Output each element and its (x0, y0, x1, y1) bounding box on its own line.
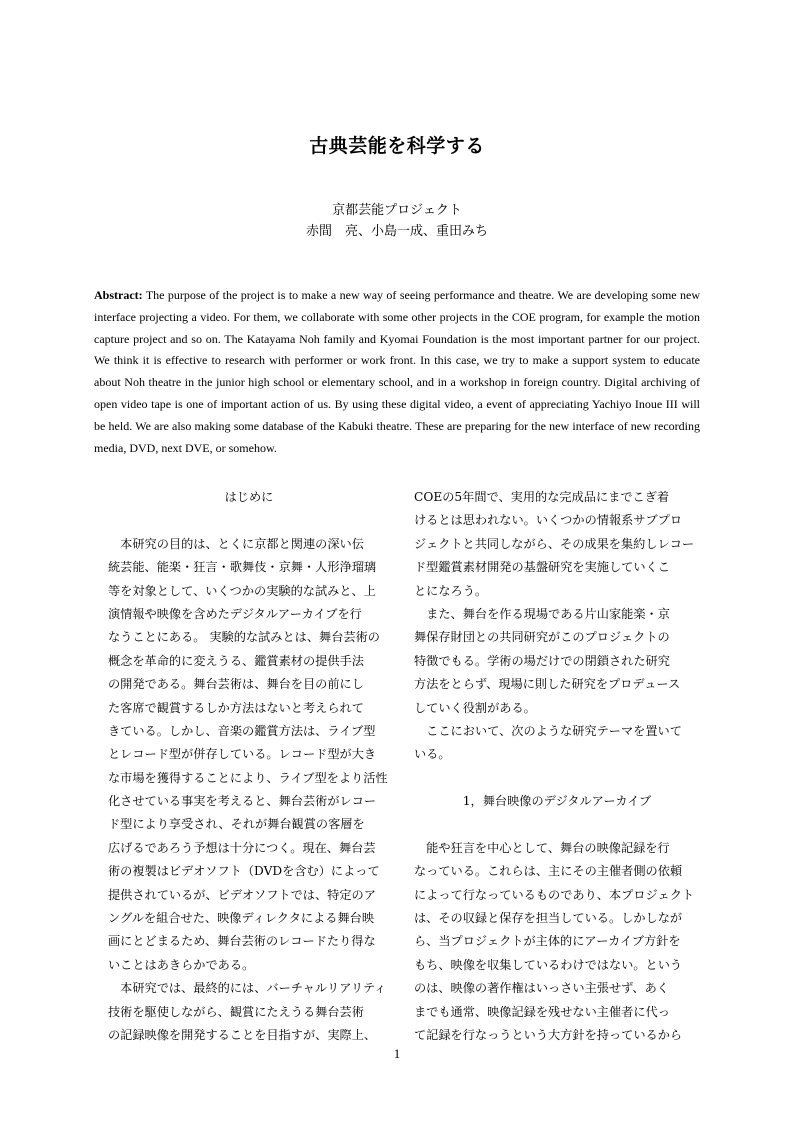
text-line: 広げるであろう予想は十分につく。現在、舞台芸 (108, 840, 376, 855)
text-line: 画にとどまるため、舞台芸術のレコードたり得な (108, 934, 376, 949)
text-line: 概念を革命的に変えうる、鑑賞素材の提供手法 (108, 653, 364, 668)
text-line: 特徴でもる。学術の場だけでの閉鎖された研究 (414, 653, 670, 668)
text-line: COEの5年間で、実用的な完成品にまでこぎ着 (414, 490, 670, 504)
text-line: ここにおいて、次のような研究テーマを置いて (414, 723, 682, 738)
text-line: とレコード型が併存している。レコード型が大き (108, 747, 377, 762)
text-line: な市場を獲得することにより、ライブ型をより活性 (108, 770, 388, 785)
text-line: なっている。これらは、主にその主催者側の依頼 (414, 864, 683, 879)
text-line: ド型により享受され、それが舞台観賞の客層を (108, 817, 365, 832)
text-line: とになろう。 (414, 583, 488, 598)
text-line: 本研究の目的は、とくに京都と関連の深い伝 (108, 536, 364, 551)
text-line: 本研究では、最終的には、バーチャルリアリティ (108, 981, 387, 996)
page-number: 1 (393, 1046, 401, 1061)
text-line: また、舞台を作る現場である片山家能楽・京 (414, 606, 670, 621)
text-line: によって行なっているものであり、本プロジェクト (414, 887, 695, 902)
right-column (414, 486, 700, 1047)
text-line: 技術を駆使しながら、観賞にたえうる舞台芸術 (108, 1004, 364, 1019)
text-line: もち、映像を収集しているわけではない。という (414, 957, 683, 972)
text-line: ジェクトと共同しながら、その成果を集約しレコー (414, 536, 695, 551)
authors: 赤間 亮、小島一成、重田みち (305, 224, 488, 239)
text-line: 術の複製はビデオソフト（DVDを含む）によって (108, 864, 380, 879)
text-line: ングルを組合せた、映像ディレクタによる舞台映 (108, 911, 375, 926)
right-column-body-bottom (414, 837, 700, 1048)
text-line: 等を対象として、いくつかの実験的な試みと、上 (108, 583, 376, 598)
text-line: 統芸能、能楽・狂言・歌舞伎・京舞・人形浄瑠璃 (108, 560, 377, 575)
text-line: 方法をとらず、現場に則した研究をプロデュース (414, 677, 681, 692)
text-line: いる。 (414, 747, 451, 762)
right-column-body-top (414, 486, 700, 767)
left-column-body (108, 533, 390, 1048)
spacer (414, 767, 700, 790)
spacer (414, 813, 700, 836)
text-line: きている。しかし、音楽の鑑賞方法は、ライブ型 (108, 723, 376, 738)
text-line: ド型鑑賞素材開発の基盤研究を実施していくこ (414, 560, 670, 575)
text-line: けるとは思われない。いくつかの情報系サブプロ (414, 513, 683, 528)
text-line: のは、映像の著作権はいっさい主張せず、あく (414, 981, 669, 996)
text-line: の記録映像を開発することを目指すが、実際上、 (108, 1027, 377, 1042)
text-line: していく役割がある。 (414, 700, 536, 715)
text-line: ら、当プロジェクトが主体的にアーカイブ方針を (414, 934, 681, 949)
abstract (94, 285, 700, 459)
abstract-text: The purpose of the project is to make a new way of seeing performance and theatre. We are developing some new interface projecting a video. For them, we collaborate with some other projects in the COE program, for example the motion capture project and so on. The Katayama Noh family and Kyomai Foundation is the most important partner for our project. We think it is effective to research with performer or work front. In this case, we try to make a support system to educate about Noh theatre in the junior high school or elementary school, and in a workshop in foreign country. Digital archiving of open video tape is one of important action of us. By using these digital video, a event of appreciating Yachiyo Inoue III will be held. We are also making some database of the Kabuki theatre. These are preparing for the new interface of new recording media, DVD, next DVE, or somehow. (94, 288, 700, 455)
text-line: 舞保存財団との共同研究がこのプロジェクトの (414, 630, 670, 645)
section-heading-intro: はじめに (224, 490, 274, 504)
text-line: 能や狂言を中心として、舞台の映像記録を行 (414, 840, 670, 855)
text-line: 化させている事実を考えると、舞台芸術がレコー (108, 794, 377, 809)
paper-title: 古典芸能を科学する (309, 135, 485, 157)
text-line: までも通常、映像記録を残せない主催者に代っ (414, 1004, 670, 1019)
spacer (108, 509, 390, 532)
text-line: なうことにある。 実験的な試みとは、舞台芸術の (108, 630, 380, 645)
text-line: は、その収録と保存を担当している。しかしなが (414, 911, 683, 926)
text-line: いことはあきらかである。 (108, 957, 255, 972)
affiliation: 京都芸能プロジェクト (332, 203, 462, 218)
text-line: の開発である。舞台芸術は、舞台を目の前にし (108, 677, 364, 692)
text-line: て記録を行なっうという大方針を持っているから (414, 1027, 683, 1042)
text-line: た客席で観賞するしか方法はないと考えられて (108, 700, 364, 715)
abstract-label: Abstract: (94, 288, 143, 302)
text-line: 演情報や映像を含めたデジタルアーカイブを行 (108, 606, 362, 621)
section-heading-archive: 1，舞台映像のデジタルアーカイブ (462, 794, 652, 809)
text-line: 提供されているが、ビデオソフトでは、特定のア (108, 887, 376, 902)
left-column (108, 486, 390, 1047)
